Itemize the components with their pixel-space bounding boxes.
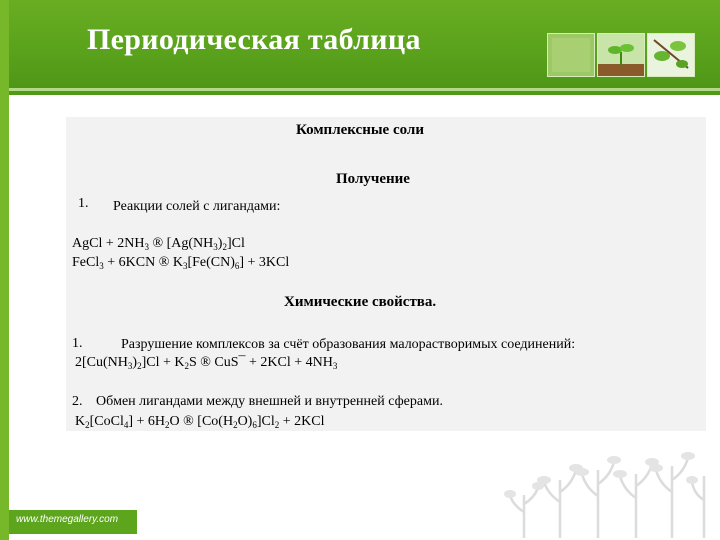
plant-silhouette-decoration-icon	[500, 440, 716, 538]
section1-number: 1.	[78, 196, 89, 211]
complex-salts-heading: Комплексные соли	[296, 122, 424, 138]
slide-title: Периодическая таблица	[87, 23, 421, 56]
item1-label: Разрушение комплексов за счёт образования малорастворимых соединений:	[121, 337, 576, 352]
content-panel	[66, 117, 706, 431]
equation-fecl3: FeCl$_3$ + 6KCN ® $K_3[Fe(CN)_6] + 3KCl$	[72, 255, 290, 271]
preparation-subheading: Получение	[336, 171, 410, 187]
item2-number: 2.	[72, 394, 83, 409]
equation-agcl: AgCl + $2NH_3$ ® $[Ag(NH_3)_2]Cl$	[72, 236, 245, 252]
header-thumbnail-plain-icon	[547, 33, 595, 77]
item2-label: Обмен лигандами между внешней и внутренней сферами.	[96, 394, 443, 409]
equation-cu-complex: $2[Cu(NH_3)_2]Cl + K_2S$ ® CuS¯ + $2KCl + 4NH_3$	[75, 355, 338, 371]
section1-label: Реакции солей с лигандами:	[113, 199, 281, 214]
equation-co-complex: $K_2[CoCl_4] + 6H_2O$ ® $[Co(H_2O)_6]Cl_2 + 2KCl$	[75, 414, 325, 430]
header-thumbnail-leaves-icon	[647, 33, 695, 77]
chemical-properties-heading: Химические свойства.	[284, 294, 437, 310]
header-divider-dark	[9, 91, 720, 95]
header-thumbnail-sprout-icon	[597, 33, 645, 77]
footer-url: www.themegallery.com	[16, 514, 119, 525]
left-accent-bar	[0, 0, 9, 540]
item1-number: 1.	[72, 336, 83, 351]
